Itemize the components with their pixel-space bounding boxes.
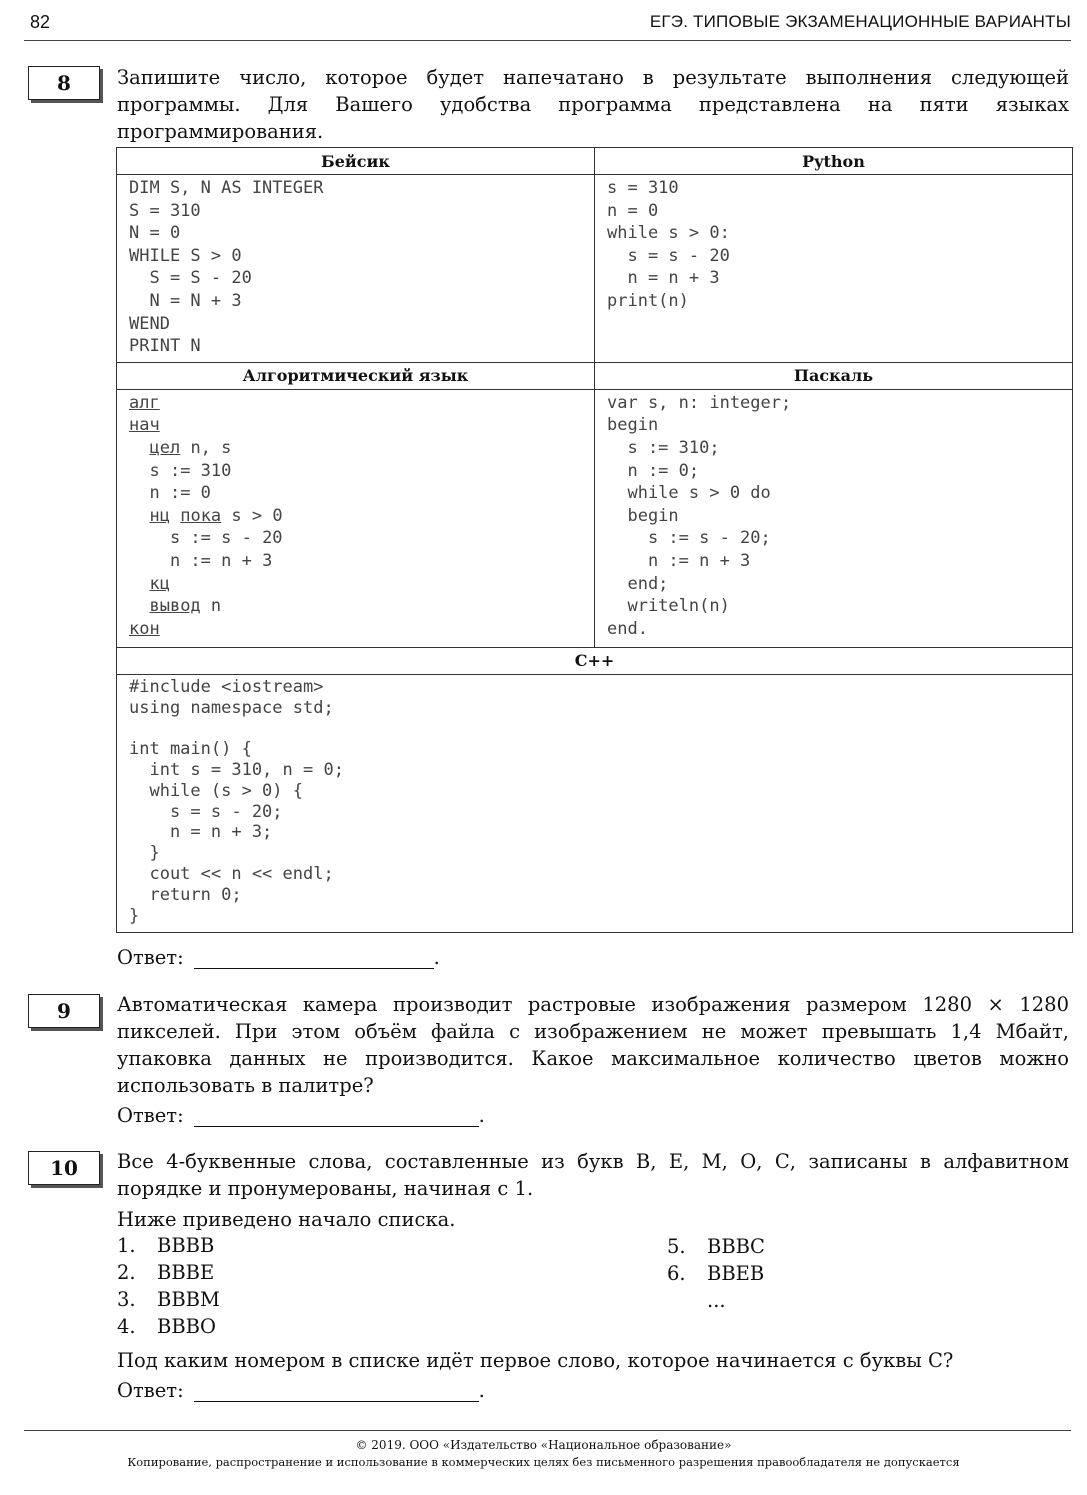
algo-keyword: кц xyxy=(149,573,170,594)
answer-input[interactable] xyxy=(194,948,434,969)
pascal-code: var s, n: integer; begin s := 310; n := 0; while s > 0 do begin s := s - 20; n := n + 3 end; writeln(n) end. xyxy=(607,392,792,639)
python-cell xyxy=(595,175,1073,363)
list-item: 1. ВВВВ xyxy=(117,1234,215,1257)
answer-end: . xyxy=(478,1104,485,1127)
task-9-answer xyxy=(117,1104,485,1127)
footer-divider xyxy=(24,1430,1071,1431)
header-divider xyxy=(24,40,1071,41)
cpp-header: C++ xyxy=(117,647,1073,674)
basic-cell xyxy=(117,175,595,363)
word-list-left xyxy=(117,1232,220,1340)
pascal-header: Паскаль xyxy=(595,362,1073,389)
task-9-question: Автоматическая камера производит растровые изображения размером 1280 × 1280 пикселей. При этом объём файла с изображением не может превышать 1,4 Мбайт, упаковка данных не производится. Какое максимальное количество цветов можно использовать в палитре? xyxy=(117,993,1069,1097)
answer-end: . xyxy=(478,1379,485,1402)
task-8-number-box: 8 xyxy=(28,66,100,100)
list-item: ... xyxy=(707,1289,726,1312)
task-10-list-intro: Ниже приведено начало списка. xyxy=(117,1208,456,1231)
algo-keyword: цел xyxy=(149,437,181,458)
python-code: s = 310 n = 0 while s > 0: s = s - 20 n = n + 3 print(n) xyxy=(607,178,730,311)
word-list-right xyxy=(667,1233,765,1314)
algo-cell xyxy=(117,389,595,647)
task-10-question: Все 4-буквенные слова, составленные из букв В, Е, М, О, С, записаны в алфавитном порядке и пронумерованы, начиная с 1. xyxy=(117,1150,1069,1200)
basic-code: DIM S, N AS INTEGER S = 310 N = 0 WHILE S > 0 S = S - 20 N = N + 3 WEND PRINT N xyxy=(129,178,324,357)
algo-header: Алгоритмический язык xyxy=(117,362,595,389)
algo-code: алг нач цел n, s s := 310 n := 0 нц пока s > 0 s := s - 20 n := n + 3 кц вывод n кон xyxy=(129,392,283,639)
answer-label: Ответ: xyxy=(117,946,184,969)
running-header: ЕГЭ. ТИПОВЫЕ ЭКЗАМЕНАЦИОННЫЕ ВАРИАНТЫ xyxy=(649,12,1071,31)
answer-input[interactable] xyxy=(194,1106,479,1127)
task-8-question: Запишите число, которое будет напечатано в результате выполнения следующей программы. Для Вашего удобства программа представлена на пяти языках программирования. xyxy=(117,66,1069,143)
page-number: 82 xyxy=(30,12,51,32)
algo-keyword: кон xyxy=(129,618,160,639)
cpp-cell xyxy=(117,674,1073,932)
task-10-answer xyxy=(117,1379,485,1402)
task-10-sub-question: Под каким номером в списке идёт первое слово, которое начинается с буквы С? xyxy=(117,1349,954,1372)
cpp-code: #include <iostream> using namespace std; int main() { int s = 310, n = 0; while (s > 0) { s = s - 20; n = n + 3; } cout << n << endl; return 0; } xyxy=(129,676,344,926)
task-9-number-box: 9 xyxy=(28,994,100,1028)
answer-end: . xyxy=(433,946,440,969)
basic-header: Бейсик xyxy=(117,148,595,175)
code-table xyxy=(116,147,1073,933)
answer-input[interactable] xyxy=(194,1381,479,1402)
list-item: 6. ВВЕВ xyxy=(667,1262,765,1285)
algo-keyword: вывод xyxy=(149,596,201,617)
algo-keyword: нач xyxy=(129,415,160,436)
pascal-cell xyxy=(595,389,1073,647)
task-10-number-box: 10 xyxy=(28,1151,100,1185)
algo-keyword: алг xyxy=(129,392,160,413)
copyright: © 2019. ООО «Издательство «Национальное образование» xyxy=(355,1438,732,1452)
list-item: 4. ВВВО xyxy=(117,1315,216,1338)
list-item: 2. ВВВЕ xyxy=(117,1261,215,1284)
task-8-answer xyxy=(117,946,440,969)
list-item: 3. ВВВМ xyxy=(117,1288,220,1311)
answer-label: Ответ: xyxy=(117,1104,184,1127)
answer-label: Ответ: xyxy=(117,1379,184,1402)
python-header: Python xyxy=(595,148,1073,175)
list-item: 5. ВВВС xyxy=(667,1235,765,1258)
copy-notice: Копирование, распространение и использование в коммерческих целях без письменного разрешения правообладателя не допускается xyxy=(127,1455,960,1469)
algo-keyword: пока xyxy=(180,505,222,526)
algo-keyword: нц xyxy=(149,505,170,526)
